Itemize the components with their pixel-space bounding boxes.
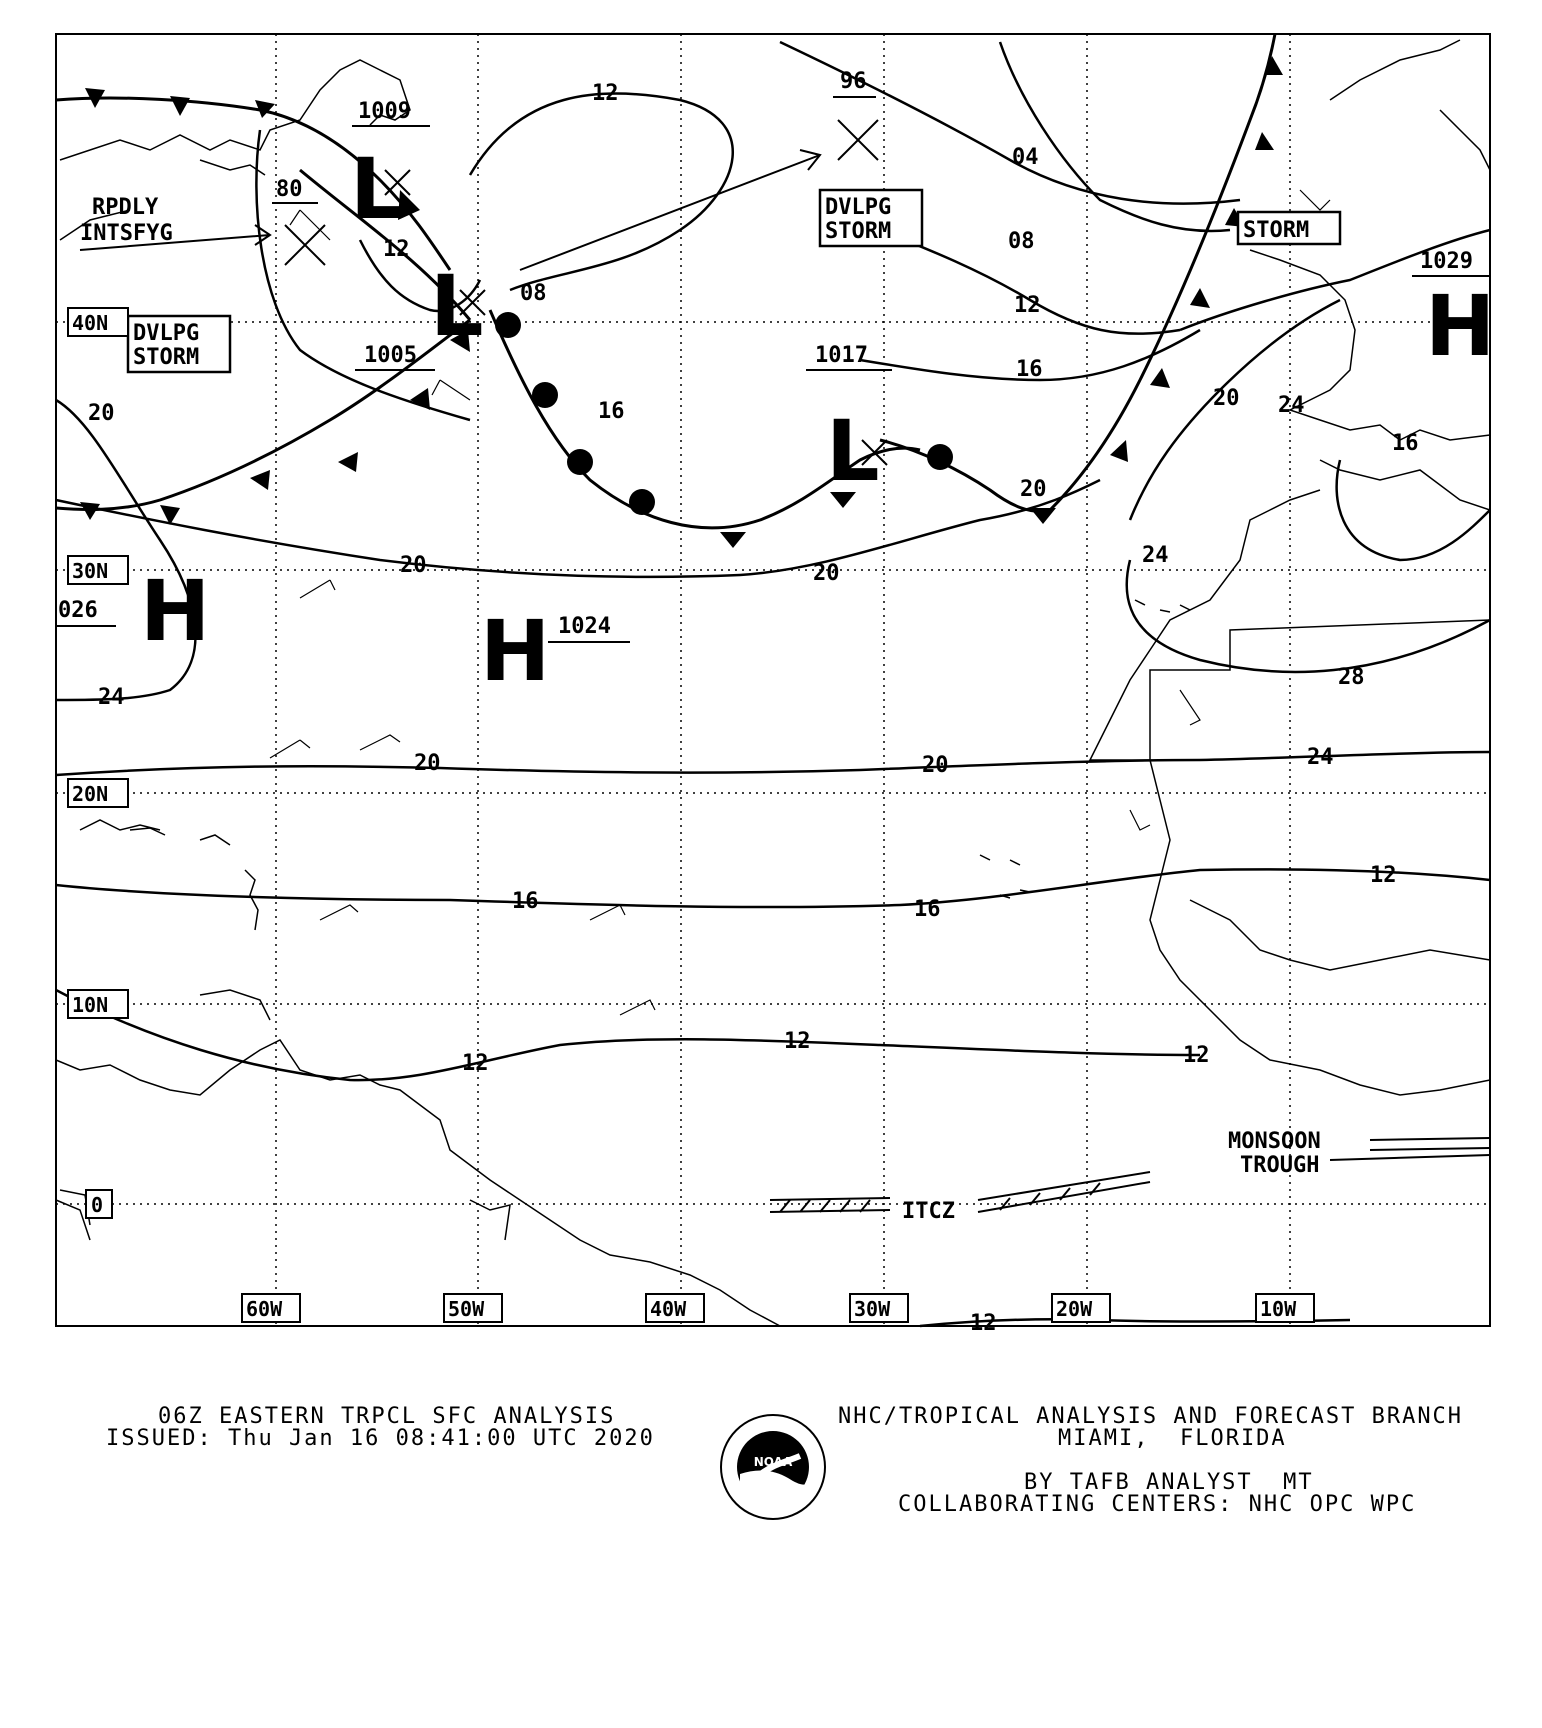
isobar-label: 16 <box>598 399 625 424</box>
footer-collab: COLLABORATING CENTERS: NHC OPC WPC <box>898 1492 1417 1517</box>
isobar-label: 20 <box>88 401 115 426</box>
storm-label: STORM <box>1243 218 1310 243</box>
dvlpg-storm-label: DVLPG <box>825 195 892 220</box>
trough-label: TROUGH <box>1240 1153 1320 1178</box>
itcz-label: ITCZ <box>902 1199 955 1224</box>
isobar-label: 12 <box>383 237 410 262</box>
dvlpg-storm-label: DVLPG <box>133 321 200 346</box>
isobar-label: 24 <box>1307 745 1334 770</box>
low-pressure-symbol: L <box>350 140 404 238</box>
storm-label-80: 80 <box>276 177 303 202</box>
pressure-value: 026 <box>58 598 98 623</box>
isobar-label: 20 <box>922 753 949 778</box>
high-pressure-symbol: H <box>140 562 211 660</box>
lon-label-20w: 20W <box>1056 1297 1093 1321</box>
isobar-label: 24 <box>1142 543 1169 568</box>
monsoon-label: MONSOON <box>1228 1129 1321 1154</box>
lon-label-50w: 50W <box>448 1297 485 1321</box>
isobar-label: 12 <box>592 81 619 106</box>
isobar-label: 08 <box>1008 229 1035 254</box>
isobar-label: 20 <box>1213 386 1240 411</box>
isobar-label: 16 <box>914 897 941 922</box>
footer-issued: ISSUED: Thu Jan 16 08:41:00 UTC 2020 <box>106 1426 655 1451</box>
lat-label-20n: 20N <box>72 782 109 806</box>
isobar-label: 20 <box>414 751 441 776</box>
isobar-label: 20 <box>813 561 840 586</box>
lon-label-10w: 10W <box>1260 1297 1297 1321</box>
footer-agency: NHC/TROPICAL ANALYSIS AND FORECAST BRANCH <box>838 1404 1464 1429</box>
low-pressure-symbol: L <box>826 402 880 500</box>
isobar-label: 24 <box>1278 393 1305 418</box>
isobar-label: 20 <box>1020 477 1047 502</box>
footer-title: 06Z EASTERN TRPCL SFC ANALYSIS <box>158 1404 616 1429</box>
lon-label-40w: 40W <box>650 1297 687 1321</box>
high-pressure-symbol: H <box>480 602 551 700</box>
lon-label-60w: 60W <box>246 1297 283 1321</box>
isobar-label: 28 <box>1338 665 1365 690</box>
isobar-label: 16 <box>1392 431 1419 456</box>
isobar-label: 12 <box>1370 863 1397 888</box>
isobar-label: 20 <box>400 553 427 578</box>
isobar-label: 12 <box>1183 1043 1210 1068</box>
isobar-label: 24 <box>98 685 125 710</box>
isobar-label: 12 <box>462 1051 489 1076</box>
footer-location: MIAMI, FLORIDA <box>1058 1426 1287 1451</box>
isobar-label: 04 <box>1012 145 1039 170</box>
isobar-label: 16 <box>1016 357 1043 382</box>
isobar-label: 16 <box>512 889 539 914</box>
dvlpg-storm-label: STORM <box>133 345 200 370</box>
dvlpg-storm-label: STORM <box>825 219 892 244</box>
pressure-value: 1009 <box>358 99 411 124</box>
pressure-value: 1005 <box>364 343 417 368</box>
storm-label-96: 96 <box>840 69 867 94</box>
lon-label-30w: 30W <box>854 1297 891 1321</box>
isobar-label: 12 <box>1014 293 1041 318</box>
low-pressure-symbol: L <box>430 257 484 355</box>
high-pressure-symbol: H <box>1425 277 1496 375</box>
footer-analyst: BY TAFB ANALYST MT <box>1024 1470 1314 1495</box>
noaa-seal-logo <box>718 1412 828 1522</box>
pressure-value: 1024 <box>558 614 611 639</box>
lat-label-10n: 10N <box>72 993 109 1017</box>
lat-label-30n: 30N <box>72 559 109 583</box>
rpdly-label: RPDLY <box>92 195 159 220</box>
isobar-label: 12 <box>970 1311 997 1336</box>
isobar-label: 08 <box>520 281 547 306</box>
isobar-label: 12 <box>784 1029 811 1054</box>
intsfyg-label: INTSFYG <box>80 221 173 246</box>
lat-label-40n: 40N <box>72 311 109 335</box>
pressure-value: 1029 <box>1420 249 1473 274</box>
lat-label-0: 0 <box>91 1193 104 1217</box>
pressure-value: 1017 <box>815 343 868 368</box>
seal-text: NOAA <box>753 1455 793 1469</box>
